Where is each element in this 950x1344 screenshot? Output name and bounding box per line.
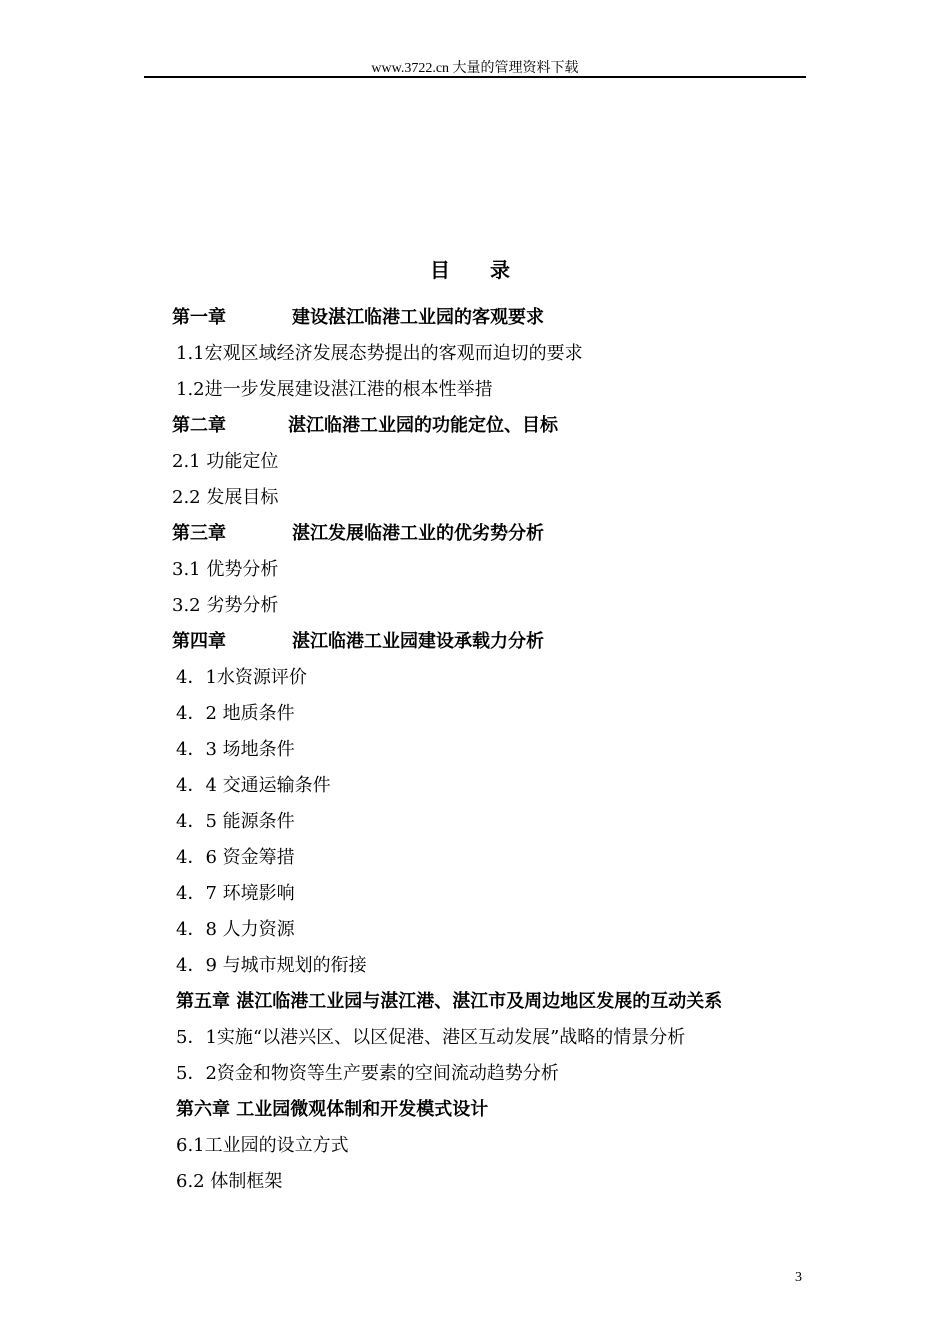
chapter-number: 第四章	[172, 631, 226, 652]
toc-section[interactable]: 1.1宏观区域经济发展态势提出的客观而迫切的要求	[176, 343, 583, 364]
page-number: 3	[795, 1270, 802, 1285]
toc-section[interactable]: 6.1工业园的设立方式	[176, 1135, 349, 1156]
toc-section[interactable]: 5．1实施“以港兴区、以区促港、港区互动发展”战略的情景分析	[176, 1027, 686, 1048]
toc-chapter-6[interactable]: 第六章 工业园微观体制和开发模式设计	[176, 1099, 489, 1120]
toc-section[interactable]: 4．3 场地条件	[176, 739, 295, 760]
toc-chapter-3[interactable]	[172, 522, 544, 546]
chapter-title: 建设湛江临港工业园的客观要求	[292, 307, 544, 328]
toc-section[interactable]: 4．2 地质条件	[176, 703, 295, 724]
toc-section[interactable]: 6.2 体制框架	[176, 1171, 283, 1192]
chapter-number: 第一章	[172, 307, 226, 328]
toc-section[interactable]: 4．4 交通运输条件	[176, 775, 331, 796]
chapter-number: 第二章	[172, 415, 226, 436]
toc-section[interactable]: 2.2 发展目标	[172, 487, 279, 508]
chapter-number: 第三章	[172, 523, 226, 544]
toc-section[interactable]: 5．2资金和物资等生产要素的空间流动趋势分析	[176, 1063, 559, 1084]
toc-chapter-4[interactable]	[172, 630, 544, 654]
toc-section[interactable]: 4．9 与城市规划的衔接	[176, 955, 367, 976]
toc-section[interactable]: 2.1 功能定位	[172, 451, 279, 472]
toc-section[interactable]: 4．6 资金筹措	[176, 847, 295, 868]
chapter-title: 湛江临港工业园的功能定位、目标	[288, 415, 558, 436]
toc-chapter-2[interactable]	[172, 414, 558, 438]
toc-section[interactable]: 3.2 劣势分析	[172, 595, 279, 616]
toc-section[interactable]: 4．1水资源评价	[176, 667, 307, 688]
toc-section[interactable]: 3.1 优势分析	[172, 559, 279, 580]
chapter-title: 湛江临港工业园建设承载力分析	[292, 631, 544, 652]
chapter-title: 湛江发展临港工业的优劣势分析	[292, 523, 544, 544]
toc-chapter-1[interactable]	[172, 306, 544, 330]
header-divider	[144, 76, 806, 78]
page-header: www.3722.cn 大量的管理资料下载	[371, 61, 579, 76]
toc-chapter-5[interactable]: 第五章 湛江临港工业园与湛江港、湛江市及周边地区发展的互动关系	[176, 991, 723, 1012]
toc-section[interactable]: 4．5 能源条件	[176, 811, 295, 832]
toc-section[interactable]: 4．7 环境影响	[176, 883, 295, 904]
toc-section[interactable]: 1.2进一步发展建设湛江港的根本性举措	[176, 379, 493, 400]
toc-title: 目录	[430, 258, 550, 282]
toc-section[interactable]: 4．8 人力资源	[176, 919, 295, 940]
